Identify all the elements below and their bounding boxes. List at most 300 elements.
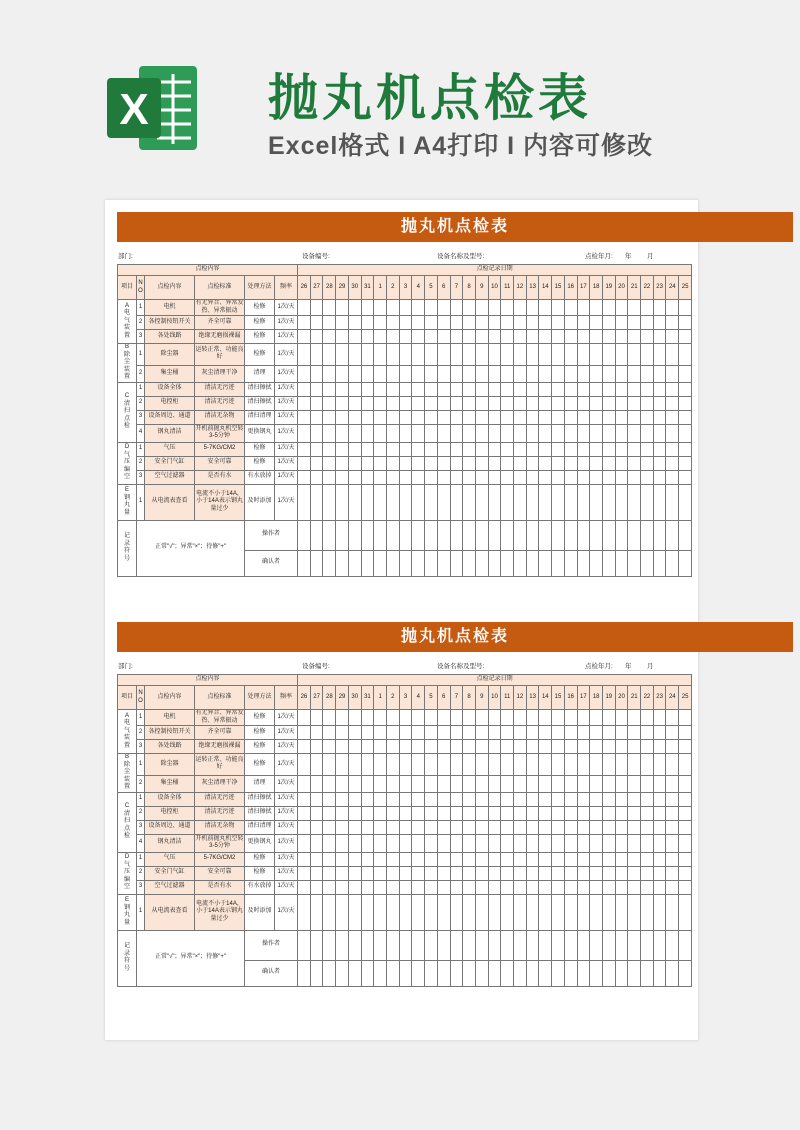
date-cell[interactable] <box>628 344 641 366</box>
date-cell[interactable] <box>514 792 527 806</box>
signature-cell[interactable] <box>298 930 311 960</box>
date-cell[interactable] <box>653 300 666 316</box>
date-cell[interactable] <box>463 316 476 330</box>
date-cell[interactable] <box>602 820 615 834</box>
date-cell[interactable] <box>298 834 311 852</box>
signature-cell[interactable] <box>526 520 539 550</box>
date-cell[interactable] <box>475 300 488 316</box>
signature-cell[interactable] <box>602 520 615 550</box>
date-cell[interactable] <box>488 484 501 520</box>
date-cell[interactable] <box>361 424 374 442</box>
date-cell[interactable] <box>501 396 514 410</box>
date-cell[interactable] <box>602 775 615 792</box>
date-cell[interactable] <box>310 775 323 792</box>
date-cell[interactable] <box>450 852 463 866</box>
date-cell[interactable] <box>463 424 476 442</box>
date-cell[interactable] <box>475 726 488 740</box>
date-cell[interactable] <box>641 866 654 880</box>
signature-cell[interactable] <box>666 960 679 986</box>
date-cell[interactable] <box>590 382 603 396</box>
date-cell[interactable] <box>602 792 615 806</box>
date-cell[interactable] <box>310 792 323 806</box>
date-cell[interactable] <box>590 300 603 316</box>
signature-cell[interactable] <box>374 520 387 550</box>
date-cell[interactable] <box>590 410 603 424</box>
date-cell[interactable] <box>552 806 565 820</box>
date-cell[interactable] <box>679 316 692 330</box>
date-cell[interactable] <box>564 300 577 316</box>
signature-cell[interactable] <box>399 520 412 550</box>
date-cell[interactable] <box>399 820 412 834</box>
date-cell[interactable] <box>679 792 692 806</box>
date-cell[interactable] <box>653 382 666 396</box>
date-cell[interactable] <box>615 382 628 396</box>
date-cell[interactable] <box>514 852 527 866</box>
date-cell[interactable] <box>412 365 425 382</box>
date-cell[interactable] <box>653 424 666 442</box>
date-cell[interactable] <box>526 344 539 366</box>
date-cell[interactable] <box>450 316 463 330</box>
date-cell[interactable] <box>310 365 323 382</box>
date-cell[interactable] <box>361 820 374 834</box>
date-cell[interactable] <box>374 344 387 366</box>
date-cell[interactable] <box>539 834 552 852</box>
date-cell[interactable] <box>463 410 476 424</box>
date-cell[interactable] <box>590 316 603 330</box>
signature-cell[interactable] <box>564 520 577 550</box>
signature-cell[interactable] <box>425 930 438 960</box>
date-cell[interactable] <box>336 792 349 806</box>
date-cell[interactable] <box>475 710 488 726</box>
date-cell[interactable] <box>475 775 488 792</box>
date-cell[interactable] <box>564 792 577 806</box>
date-cell[interactable] <box>310 300 323 316</box>
date-cell[interactable] <box>590 834 603 852</box>
date-cell[interactable] <box>539 396 552 410</box>
date-cell[interactable] <box>679 330 692 344</box>
date-cell[interactable] <box>615 316 628 330</box>
date-cell[interactable] <box>679 470 692 484</box>
date-cell[interactable] <box>374 484 387 520</box>
date-cell[interactable] <box>488 365 501 382</box>
date-cell[interactable] <box>577 834 590 852</box>
date-cell[interactable] <box>298 880 311 894</box>
date-cell[interactable] <box>437 792 450 806</box>
date-cell[interactable] <box>501 740 514 754</box>
date-cell[interactable] <box>602 880 615 894</box>
date-cell[interactable] <box>564 894 577 930</box>
date-cell[interactable] <box>615 365 628 382</box>
date-cell[interactable] <box>539 470 552 484</box>
signature-cell[interactable] <box>463 930 476 960</box>
date-cell[interactable] <box>666 410 679 424</box>
signature-cell[interactable] <box>323 550 336 576</box>
date-cell[interactable] <box>298 365 311 382</box>
date-cell[interactable] <box>526 330 539 344</box>
signature-cell[interactable] <box>590 550 603 576</box>
date-cell[interactable] <box>412 710 425 726</box>
date-cell[interactable] <box>412 344 425 366</box>
date-cell[interactable] <box>450 834 463 852</box>
date-cell[interactable] <box>488 344 501 366</box>
signature-cell[interactable] <box>323 930 336 960</box>
date-cell[interactable] <box>539 484 552 520</box>
date-cell[interactable] <box>602 344 615 366</box>
date-cell[interactable] <box>514 410 527 424</box>
date-cell[interactable] <box>387 726 400 740</box>
signature-cell[interactable] <box>310 520 323 550</box>
date-cell[interactable] <box>526 834 539 852</box>
date-cell[interactable] <box>399 852 412 866</box>
signature-cell[interactable] <box>336 550 349 576</box>
date-cell[interactable] <box>425 894 438 930</box>
date-cell[interactable] <box>348 806 361 820</box>
date-cell[interactable] <box>463 300 476 316</box>
date-cell[interactable] <box>310 806 323 820</box>
date-cell[interactable] <box>387 866 400 880</box>
date-cell[interactable] <box>463 740 476 754</box>
date-cell[interactable] <box>399 396 412 410</box>
date-cell[interactable] <box>323 300 336 316</box>
date-cell[interactable] <box>615 484 628 520</box>
signature-cell[interactable] <box>374 550 387 576</box>
date-cell[interactable] <box>412 470 425 484</box>
date-cell[interactable] <box>641 894 654 930</box>
signature-cell[interactable] <box>602 960 615 986</box>
date-cell[interactable] <box>501 300 514 316</box>
signature-cell[interactable] <box>501 960 514 986</box>
date-cell[interactable] <box>641 442 654 456</box>
date-cell[interactable] <box>399 806 412 820</box>
date-cell[interactable] <box>514 710 527 726</box>
date-cell[interactable] <box>615 470 628 484</box>
date-cell[interactable] <box>437 424 450 442</box>
date-cell[interactable] <box>348 382 361 396</box>
date-cell[interactable] <box>679 456 692 470</box>
date-cell[interactable] <box>590 424 603 442</box>
signature-cell[interactable] <box>539 960 552 986</box>
date-cell[interactable] <box>374 382 387 396</box>
date-cell[interactable] <box>590 484 603 520</box>
signature-cell[interactable] <box>539 930 552 960</box>
date-cell[interactable] <box>425 710 438 726</box>
date-cell[interactable] <box>399 710 412 726</box>
date-cell[interactable] <box>412 740 425 754</box>
date-cell[interactable] <box>475 852 488 866</box>
date-cell[interactable] <box>539 880 552 894</box>
date-cell[interactable] <box>526 424 539 442</box>
date-cell[interactable] <box>526 442 539 456</box>
date-cell[interactable] <box>526 726 539 740</box>
date-cell[interactable] <box>564 396 577 410</box>
date-cell[interactable] <box>437 330 450 344</box>
date-cell[interactable] <box>425 410 438 424</box>
date-cell[interactable] <box>552 330 565 344</box>
date-cell[interactable] <box>577 456 590 470</box>
date-cell[interactable] <box>552 866 565 880</box>
date-cell[interactable] <box>526 740 539 754</box>
date-cell[interactable] <box>666 740 679 754</box>
date-cell[interactable] <box>387 775 400 792</box>
date-cell[interactable] <box>374 470 387 484</box>
date-cell[interactable] <box>425 806 438 820</box>
date-cell[interactable] <box>501 852 514 866</box>
date-cell[interactable] <box>336 330 349 344</box>
date-cell[interactable] <box>399 330 412 344</box>
date-cell[interactable] <box>374 726 387 740</box>
date-cell[interactable] <box>679 820 692 834</box>
date-cell[interactable] <box>450 866 463 880</box>
date-cell[interactable] <box>653 820 666 834</box>
date-cell[interactable] <box>628 775 641 792</box>
date-cell[interactable] <box>590 880 603 894</box>
date-cell[interactable] <box>425 316 438 330</box>
date-cell[interactable] <box>641 775 654 792</box>
date-cell[interactable] <box>628 880 641 894</box>
signature-cell[interactable] <box>501 550 514 576</box>
date-cell[interactable] <box>310 834 323 852</box>
date-cell[interactable] <box>336 316 349 330</box>
date-cell[interactable] <box>463 866 476 880</box>
date-cell[interactable] <box>628 470 641 484</box>
date-cell[interactable] <box>552 396 565 410</box>
date-cell[interactable] <box>425 792 438 806</box>
date-cell[interactable] <box>539 866 552 880</box>
date-cell[interactable] <box>666 792 679 806</box>
signature-cell[interactable] <box>463 550 476 576</box>
date-cell[interactable] <box>323 726 336 740</box>
date-cell[interactable] <box>501 382 514 396</box>
signature-cell[interactable] <box>514 930 527 960</box>
date-cell[interactable] <box>539 456 552 470</box>
date-cell[interactable] <box>425 442 438 456</box>
date-cell[interactable] <box>387 396 400 410</box>
date-cell[interactable] <box>641 470 654 484</box>
date-cell[interactable] <box>298 330 311 344</box>
date-cell[interactable] <box>564 834 577 852</box>
date-cell[interactable] <box>399 456 412 470</box>
date-cell[interactable] <box>666 365 679 382</box>
date-cell[interactable] <box>590 726 603 740</box>
signature-cell[interactable] <box>526 960 539 986</box>
date-cell[interactable] <box>412 894 425 930</box>
date-cell[interactable] <box>475 880 488 894</box>
signature-cell[interactable] <box>412 550 425 576</box>
date-cell[interactable] <box>526 396 539 410</box>
date-cell[interactable] <box>399 316 412 330</box>
date-cell[interactable] <box>514 316 527 330</box>
date-cell[interactable] <box>437 775 450 792</box>
date-cell[interactable] <box>361 834 374 852</box>
signature-cell[interactable] <box>552 520 565 550</box>
signature-cell[interactable] <box>641 550 654 576</box>
date-cell[interactable] <box>577 382 590 396</box>
date-cell[interactable] <box>602 410 615 424</box>
date-cell[interactable] <box>450 300 463 316</box>
signature-cell[interactable] <box>374 930 387 960</box>
date-cell[interactable] <box>336 834 349 852</box>
date-cell[interactable] <box>323 852 336 866</box>
date-cell[interactable] <box>298 792 311 806</box>
date-cell[interactable] <box>348 880 361 894</box>
date-cell[interactable] <box>615 740 628 754</box>
date-cell[interactable] <box>590 775 603 792</box>
signature-cell[interactable] <box>564 930 577 960</box>
date-cell[interactable] <box>488 894 501 930</box>
date-cell[interactable] <box>539 806 552 820</box>
date-cell[interactable] <box>552 365 565 382</box>
date-cell[interactable] <box>552 740 565 754</box>
date-cell[interactable] <box>526 484 539 520</box>
signature-cell[interactable] <box>374 960 387 986</box>
date-cell[interactable] <box>628 456 641 470</box>
date-cell[interactable] <box>577 806 590 820</box>
date-cell[interactable] <box>602 834 615 852</box>
date-cell[interactable] <box>590 806 603 820</box>
date-cell[interactable] <box>348 456 361 470</box>
date-cell[interactable] <box>475 442 488 456</box>
date-cell[interactable] <box>361 396 374 410</box>
date-cell[interactable] <box>602 424 615 442</box>
date-cell[interactable] <box>590 820 603 834</box>
date-cell[interactable] <box>615 396 628 410</box>
date-cell[interactable] <box>387 894 400 930</box>
date-cell[interactable] <box>590 330 603 344</box>
date-cell[interactable] <box>412 382 425 396</box>
date-cell[interactable] <box>437 852 450 866</box>
date-cell[interactable] <box>577 710 590 726</box>
signature-cell[interactable] <box>336 520 349 550</box>
date-cell[interactable] <box>666 470 679 484</box>
date-cell[interactable] <box>501 365 514 382</box>
date-cell[interactable] <box>564 806 577 820</box>
date-cell[interactable] <box>399 442 412 456</box>
date-cell[interactable] <box>450 726 463 740</box>
date-cell[interactable] <box>679 365 692 382</box>
date-cell[interactable] <box>628 424 641 442</box>
date-cell[interactable] <box>310 484 323 520</box>
signature-cell[interactable] <box>387 520 400 550</box>
date-cell[interactable] <box>514 382 527 396</box>
date-cell[interactable] <box>628 852 641 866</box>
date-cell[interactable] <box>488 740 501 754</box>
signature-cell[interactable] <box>514 520 527 550</box>
date-cell[interactable] <box>348 424 361 442</box>
signature-cell[interactable] <box>653 550 666 576</box>
date-cell[interactable] <box>628 442 641 456</box>
date-cell[interactable] <box>310 330 323 344</box>
signature-cell[interactable] <box>641 520 654 550</box>
date-cell[interactable] <box>348 365 361 382</box>
date-cell[interactable] <box>679 726 692 740</box>
date-cell[interactable] <box>577 470 590 484</box>
date-cell[interactable] <box>374 880 387 894</box>
date-cell[interactable] <box>615 880 628 894</box>
date-cell[interactable] <box>310 382 323 396</box>
date-cell[interactable] <box>463 806 476 820</box>
date-cell[interactable] <box>666 330 679 344</box>
date-cell[interactable] <box>488 382 501 396</box>
date-cell[interactable] <box>348 344 361 366</box>
date-cell[interactable] <box>374 396 387 410</box>
date-cell[interactable] <box>298 316 311 330</box>
date-cell[interactable] <box>412 456 425 470</box>
date-cell[interactable] <box>666 834 679 852</box>
date-cell[interactable] <box>463 792 476 806</box>
date-cell[interactable] <box>526 365 539 382</box>
date-cell[interactable] <box>425 775 438 792</box>
date-cell[interactable] <box>298 894 311 930</box>
date-cell[interactable] <box>463 852 476 866</box>
date-cell[interactable] <box>577 344 590 366</box>
date-cell[interactable] <box>488 820 501 834</box>
date-cell[interactable] <box>336 410 349 424</box>
date-cell[interactable] <box>323 754 336 776</box>
date-cell[interactable] <box>564 726 577 740</box>
signature-cell[interactable] <box>348 520 361 550</box>
date-cell[interactable] <box>361 484 374 520</box>
date-cell[interactable] <box>488 792 501 806</box>
date-cell[interactable] <box>514 442 527 456</box>
date-cell[interactable] <box>539 894 552 930</box>
date-cell[interactable] <box>412 410 425 424</box>
date-cell[interactable] <box>679 344 692 366</box>
date-cell[interactable] <box>501 442 514 456</box>
date-cell[interactable] <box>425 300 438 316</box>
date-cell[interactable] <box>323 484 336 520</box>
date-cell[interactable] <box>488 300 501 316</box>
signature-cell[interactable] <box>323 520 336 550</box>
date-cell[interactable] <box>552 820 565 834</box>
date-cell[interactable] <box>539 852 552 866</box>
date-cell[interactable] <box>514 880 527 894</box>
date-cell[interactable] <box>463 365 476 382</box>
date-cell[interactable] <box>399 792 412 806</box>
date-cell[interactable] <box>653 344 666 366</box>
date-cell[interactable] <box>577 365 590 382</box>
date-cell[interactable] <box>374 330 387 344</box>
date-cell[interactable] <box>602 754 615 776</box>
signature-cell[interactable] <box>310 550 323 576</box>
date-cell[interactable] <box>641 300 654 316</box>
date-cell[interactable] <box>348 820 361 834</box>
date-cell[interactable] <box>399 410 412 424</box>
date-cell[interactable] <box>514 470 527 484</box>
date-cell[interactable] <box>666 396 679 410</box>
date-cell[interactable] <box>323 365 336 382</box>
date-cell[interactable] <box>463 834 476 852</box>
date-cell[interactable] <box>666 316 679 330</box>
date-cell[interactable] <box>539 424 552 442</box>
date-cell[interactable] <box>361 365 374 382</box>
date-cell[interactable] <box>552 456 565 470</box>
date-cell[interactable] <box>450 382 463 396</box>
date-cell[interactable] <box>323 792 336 806</box>
signature-cell[interactable] <box>628 550 641 576</box>
date-cell[interactable] <box>552 344 565 366</box>
date-cell[interactable] <box>552 852 565 866</box>
date-cell[interactable] <box>539 382 552 396</box>
date-cell[interactable] <box>653 365 666 382</box>
date-cell[interactable] <box>653 442 666 456</box>
date-cell[interactable] <box>399 894 412 930</box>
date-cell[interactable] <box>412 316 425 330</box>
date-cell[interactable] <box>374 740 387 754</box>
signature-cell[interactable] <box>336 930 349 960</box>
signature-cell[interactable] <box>425 520 438 550</box>
date-cell[interactable] <box>590 792 603 806</box>
date-cell[interactable] <box>514 834 527 852</box>
